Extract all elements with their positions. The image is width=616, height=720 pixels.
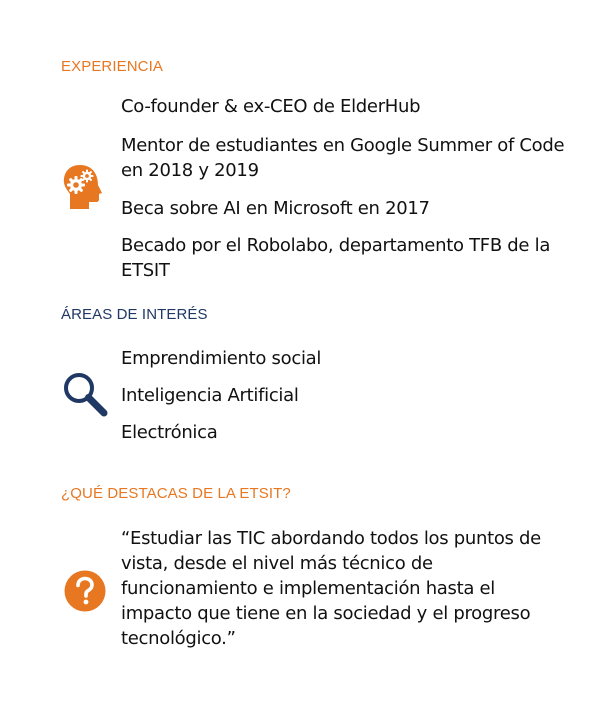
search-icon (63, 372, 109, 423)
areas-item: Inteligencia Artificial (121, 385, 299, 406)
experiencia-item: Mentor de estudiantes en Google Summer of Code en 2018 y 2019 (121, 135, 565, 181)
areas-heading: ÁREAS DE INTERÉS (61, 306, 208, 323)
experiencia-item: Co-founder & ex-CEO de ElderHub (121, 96, 421, 117)
experiencia-item: Becado por el Robolabo, departamento TFB de la ETSIT (121, 235, 551, 281)
areas-item: Electrónica (121, 422, 218, 443)
destacas-quote: “Estudiar las TIC abordando todos los puntos de vista, desde el nivel más técnico de funcionamiento e implementación hasta el impacto que tiene en la sociedad y el progreso tecnológico.” (121, 528, 541, 649)
experiencia-heading: EXPERIENCIA (61, 58, 163, 75)
experiencia-item: Beca sobre AI en Microsoft en 2017 (121, 198, 430, 219)
question-icon (64, 570, 106, 617)
head-gears-icon (63, 164, 103, 215)
areas-item: Emprendimiento social (121, 348, 322, 369)
destacas-heading: ¿QUÉ DESTACAS DE LA ETSIT? (61, 485, 291, 502)
